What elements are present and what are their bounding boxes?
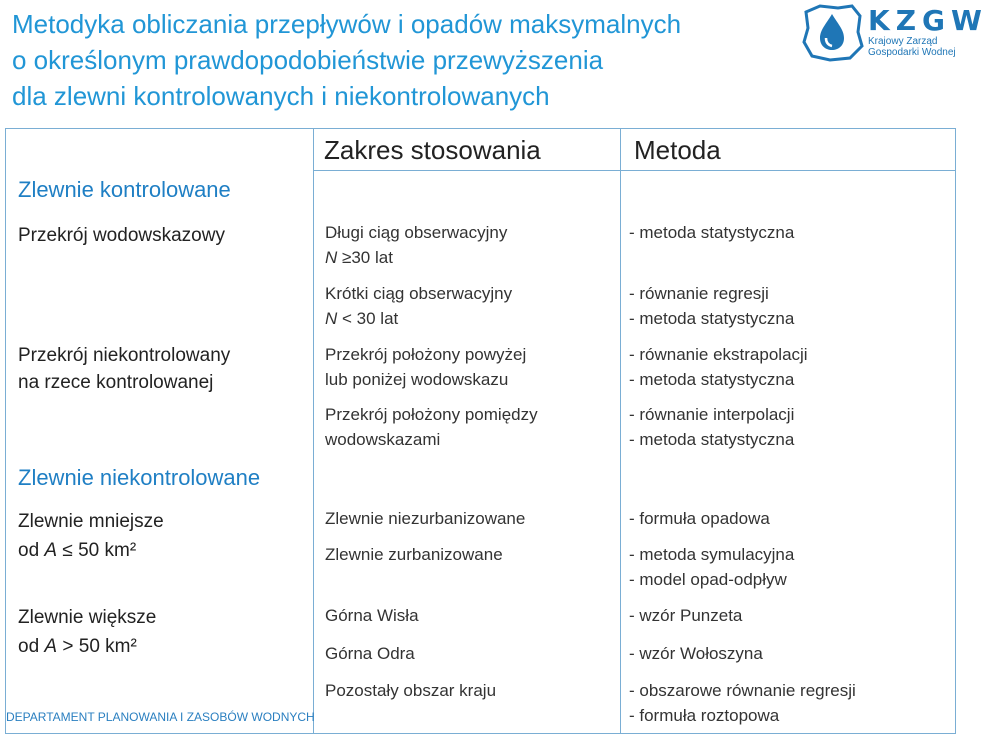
- range-upper-vistula: Górna Wisła: [325, 606, 419, 625]
- method-extrapolation: - równanie ekstrapolacji - metoda statystyczna: [629, 345, 808, 389]
- label-gauge: Przekrój wodowskazowy: [18, 225, 225, 246]
- method-interpolation: - równanie interpolacji - metoda statystyczna: [629, 405, 795, 449]
- label-ungauged-1: Przekrój niekontrolowany: [18, 345, 231, 366]
- method-woloszyn: - wzór Wołoszyna: [629, 644, 763, 663]
- method-punzet: - wzór Punzeta: [629, 606, 743, 625]
- range-above-below: Przekrój położony powyżej lub poniżej wodowskazu: [325, 345, 527, 389]
- range-long-series: Długi ciąg obserwacyjny N ≥30 lat: [325, 223, 508, 267]
- section-uncontrolled: Zlewnie niekontrolowane: [18, 465, 261, 490]
- label-small-1: Zlewnie mniejsze: [18, 511, 164, 532]
- range-upper-oder: Górna Odra: [325, 644, 415, 663]
- label-ungauged-2: na rzece kontrolowanej: [18, 372, 214, 393]
- header-method: Metoda: [634, 135, 721, 165]
- range-short-series: Krótki ciąg obserwacyjny N < 30 lat: [325, 284, 513, 328]
- method-rainfall-formula: - formuła opadowa: [629, 509, 770, 528]
- label-large-1: Zlewnie większe: [18, 607, 157, 628]
- logo-brand: KZGW: [868, 4, 988, 37]
- header-range: Zakres stosowania: [324, 135, 541, 165]
- footer-department: DEPARTAMENT PLANOWANIA I ZASOBÓW WODNYCH: [6, 710, 315, 724]
- method-statistical: - metoda statystyczna: [629, 223, 795, 242]
- logo-line-2: Gospodarki Wodnej: [868, 47, 956, 58]
- method-simulation: - metoda symulacyjna - model opad-odpływ: [629, 545, 795, 589]
- title-line-2: o określonym prawdopodobieństwie przewyższenia: [12, 45, 604, 75]
- label-large-2: od A > 50 km²: [18, 636, 137, 657]
- range-rest-of-country: Pozostały obszar kraju: [325, 681, 497, 700]
- label-small-2: od A ≤ 50 km²: [18, 540, 137, 561]
- title-line-1: Metodyka obliczania przepływów i opadów maksymalnych: [12, 9, 682, 39]
- method-regression: - równanie regresji - metoda statystyczna: [629, 284, 795, 328]
- range-urban: Zlewnie zurbanizowane: [325, 545, 503, 564]
- column-divider-1: [313, 128, 314, 734]
- method-areal-regression: - obszarowe równanie regresji - formuła roztopowa: [629, 681, 856, 725]
- range-non-urban: Zlewnie niezurbanizowane: [325, 509, 526, 528]
- header-divider: [313, 170, 956, 171]
- kzgw-logo: [800, 2, 988, 62]
- logo-line-1: Krajowy Zarząd: [868, 36, 938, 47]
- range-between: Przekrój położony pomiędzy wodowskazami: [325, 405, 538, 449]
- section-controlled: Zlewnie kontrolowane: [18, 177, 231, 202]
- water-drop-map-icon: [800, 2, 864, 62]
- column-divider-2: [620, 128, 621, 734]
- title-line-3: dla zlewni kontrolowanych i niekontrolowanych: [12, 81, 550, 111]
- page-title: [12, 6, 772, 114]
